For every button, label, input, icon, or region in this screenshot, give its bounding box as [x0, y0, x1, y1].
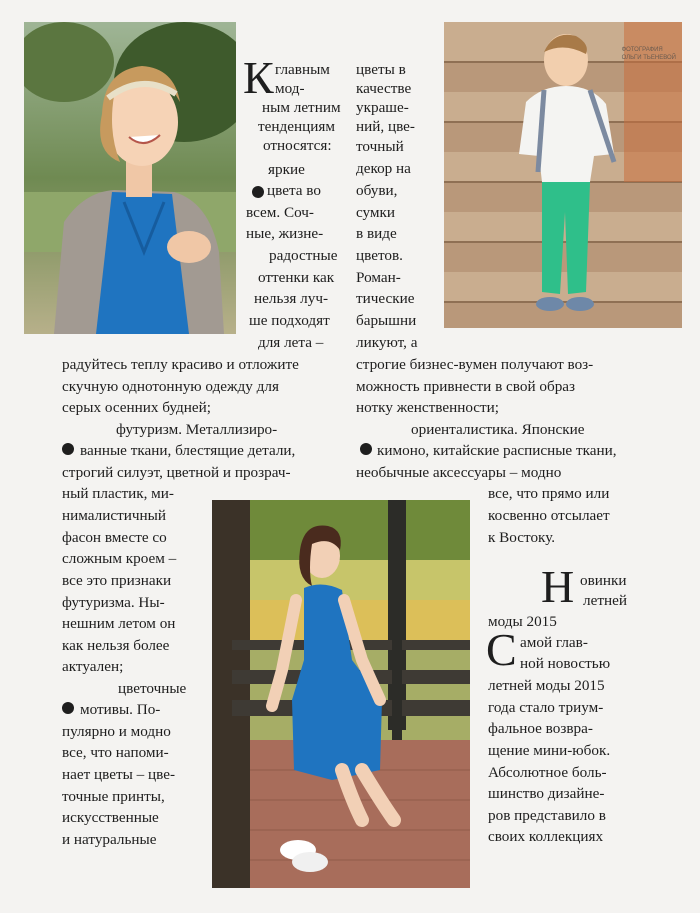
text-line: главным	[275, 61, 330, 78]
bullet-marker	[360, 443, 372, 455]
text-line: ный пластик, ми-	[62, 485, 174, 502]
text-line: скучную однотонную одежду для	[62, 378, 279, 395]
bullet-marker	[252, 186, 264, 198]
text-line: к Востоку.	[488, 529, 556, 546]
text-line: цветы в	[356, 61, 406, 78]
text-line: фасон вместе со	[62, 529, 167, 546]
text-line: для лета –	[258, 334, 324, 351]
text-line: искусственные	[62, 809, 159, 826]
text-line: ным летним	[262, 99, 341, 116]
text-line: оттенки как	[258, 269, 335, 286]
text-line: сложным кроем –	[62, 550, 177, 567]
text-line: барышни	[356, 312, 417, 329]
text-line: строгий силуэт, цветной и прозрач-	[62, 464, 291, 481]
text-line: все, что прямо или	[488, 485, 610, 502]
text-line: фальное возвра-	[488, 720, 593, 737]
text-line: пулярно и модно	[62, 723, 171, 740]
text-line: щение мини-юбок.	[488, 742, 611, 759]
text-line: украше-	[356, 99, 409, 116]
text-line: ные, жизне-	[246, 225, 324, 242]
text-line: декор на	[356, 160, 411, 177]
text-line: нает цветы – цве-	[62, 766, 176, 783]
text-line: года стало триум-	[488, 699, 604, 716]
text-line: мод-	[275, 80, 305, 97]
text-line: ликуют, а	[356, 334, 418, 351]
text-line: нельзя луч-	[254, 290, 329, 307]
text-line: амой глав-	[520, 634, 588, 651]
text-line: мотивы. По-	[80, 701, 161, 718]
news-heading-line: летней	[583, 592, 627, 609]
text-line: Абсолютное боль-	[488, 764, 607, 781]
text-line: ориенталистика. Японские	[411, 421, 585, 438]
text-line: нешним летом он	[62, 615, 176, 632]
text-line: нотку женственности;	[356, 399, 500, 416]
text-line: Роман-	[356, 269, 401, 286]
text-line: ров представило в	[488, 807, 606, 824]
news-heading-line: овинки	[580, 572, 627, 589]
text-line: строгие бизнес-вумен получают воз-	[356, 356, 594, 373]
photo-woman-blue-dress	[212, 500, 470, 888]
text-line: можность привнести в свой образ	[356, 378, 576, 395]
text-line: и натуральные	[62, 831, 157, 848]
text-line: необычные аксессуары – модно	[356, 464, 562, 481]
photo-woman-headband	[24, 22, 236, 334]
text-line: яркие	[268, 161, 305, 178]
news-heading-line: моды 2015	[488, 613, 557, 630]
text-line: радостные	[269, 247, 338, 264]
text-line: шинство дизайне-	[488, 785, 605, 802]
text-line: футуризма. Ны-	[62, 594, 165, 611]
text-line: в виде	[356, 225, 397, 242]
text-line: все, что напоми-	[62, 744, 169, 761]
text-line: ний, цве-	[356, 118, 415, 135]
text-line: цветочные	[118, 680, 187, 697]
text-line: косвенно отсылает	[488, 507, 610, 524]
text-line: радуйтесь теплу красиво и отложите	[62, 356, 299, 373]
drop-cap-intro: К	[243, 52, 274, 103]
text-line: цветов.	[356, 247, 403, 264]
photo-credit	[622, 46, 676, 62]
text-line: тические	[356, 290, 415, 307]
text-line: серых осенних будней;	[62, 399, 211, 416]
text-line: относятся:	[263, 137, 332, 154]
text-line: сумки	[356, 204, 396, 221]
drop-cap-news-body: С	[486, 624, 517, 675]
text-line: как нельзя более	[62, 637, 170, 654]
bullet-marker	[62, 443, 74, 455]
text-line: всем. Соч-	[246, 204, 314, 221]
bullet-marker	[62, 702, 74, 714]
text-line: своих коллекциях	[488, 828, 604, 845]
text-line: ше подходят	[249, 312, 330, 329]
photo-credit-line: ОЛЬГИ ТЬЕНЕВОЙ	[621, 55, 676, 61]
text-line: ной новостью	[520, 655, 611, 672]
text-line: кимоно, китайские расписные ткани,	[377, 442, 617, 459]
text-line: летней моды 2015	[488, 677, 605, 694]
text-line: обуви,	[356, 182, 398, 199]
text-line: тенденциям	[258, 118, 335, 135]
text-line: цвета во	[267, 182, 321, 199]
text-line: все это признаки	[62, 572, 172, 589]
text-line: качестве	[356, 80, 412, 97]
text-line: нималистичный	[62, 507, 166, 524]
text-line: точный	[356, 138, 404, 155]
text-line: ванные ткани, блестящие детали,	[80, 442, 296, 459]
text-line: точные принты,	[62, 788, 165, 805]
text-line: актуален;	[62, 658, 124, 675]
photo-credit-line: ФОТОГРАФИЯ	[621, 47, 663, 53]
drop-cap-news-heading: Н	[541, 561, 575, 612]
photo-boy-stairs	[444, 22, 682, 328]
text-line: футуризм. Металлизиро-	[116, 421, 278, 438]
